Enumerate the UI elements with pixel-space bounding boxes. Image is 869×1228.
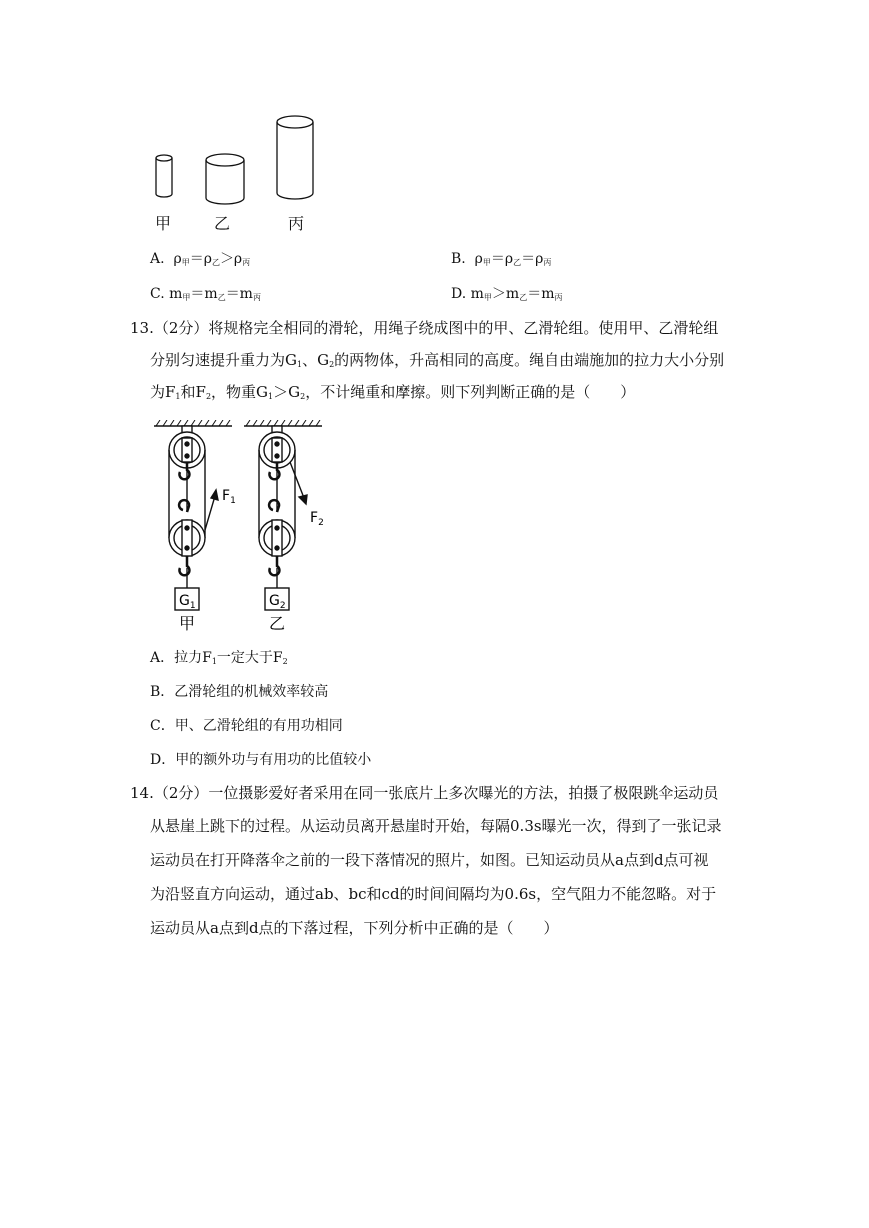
force-label-f1: $F_1$ — [222, 488, 236, 506]
force-label-f2: $F_2$ — [310, 510, 324, 528]
force-arrow-f1 — [205, 490, 218, 530]
q13-stem-line-2: 分别匀速提升重力为$G_1$、$G_2$的两物体，升高相同的高度。绳自由端施加的拉力大小分别 — [150, 351, 725, 369]
q12-option-a: A. $\rho_甲=\rho_乙>\rho_丙$ — [150, 251, 251, 267]
q13-option-b: B．乙滑轮组的机械效率较高 — [150, 684, 329, 700]
pulley-system-yi — [259, 426, 295, 610]
q14-stem-line-3: 运动员在打开降落伞之前的一段下落情况的照片，如图。已知运动员从a点到d点可视 — [150, 851, 709, 869]
weight-label-g2: $G_2$ — [269, 593, 286, 611]
q12-option-c: C. $m_甲=m_乙=m_丙$ — [150, 286, 261, 302]
q14-stem-line-2: 从悬崖上跳下的过程。从运动员离开悬崖时开始，每隔0.3s曝光一次，得到了一张记录 — [150, 817, 722, 835]
weight-label-g1: $G_1$ — [179, 593, 196, 611]
q14-stem-line-4: 为沿竖直方向运动，通过ab、bc和cd的时间间隔均为0.6s，空气阻力不能忽略。对于 — [150, 885, 717, 903]
q12-option-d: D. $m_甲>m_乙=m_丙$ — [451, 286, 563, 302]
pulley-figure — [150, 420, 350, 635]
q13-option-a: A．拉力$F_1$一定大于$F_2$ — [150, 650, 288, 666]
q13-stem-line-3: 为$F_1$和$F_2$，物重$G_1>G_2$，不计绳重和摩擦。则下列判断正确的是（ ） — [150, 383, 636, 401]
figure-label-jia: 甲 — [155, 214, 172, 233]
ceiling-left — [154, 420, 232, 426]
q13-option-d: D．甲的额外功与有用功的比值较小 — [150, 752, 372, 768]
ceiling-right — [244, 420, 322, 426]
cylinder-yi — [206, 154, 244, 204]
cylinder-bing — [277, 116, 313, 199]
force-arrow-f2 — [290, 462, 307, 504]
figure-label-bing: 丙 — [288, 214, 305, 233]
cylinder-jia — [156, 155, 172, 197]
q13-option-c: C．甲、乙滑轮组的有用功相同 — [150, 718, 343, 734]
q12-option-b: B. $\rho_甲=\rho_乙=\rho_丙$ — [451, 251, 552, 267]
q13-stem-line-1: 13.（2分）将规格完全相同的滑轮，用绳子绕成图中的甲、乙滑轮组。使用甲、乙滑轮组 — [130, 319, 719, 337]
q14-stem-line-5: 运动员从a点到d点的下落过程，下列分析中正确的是（ ） — [150, 919, 559, 937]
q14-stem-line-1: 14.（2分）一位摄影爱好者采用在同一张底片上多次曝光的方法，拍摄了极限跳伞运动员 — [130, 784, 719, 802]
pulley-label-jia: 甲 — [179, 614, 196, 633]
pulley-label-yi: 乙 — [269, 614, 286, 633]
pulley-system-jia — [169, 426, 205, 610]
figure-label-yi: 乙 — [214, 214, 231, 233]
